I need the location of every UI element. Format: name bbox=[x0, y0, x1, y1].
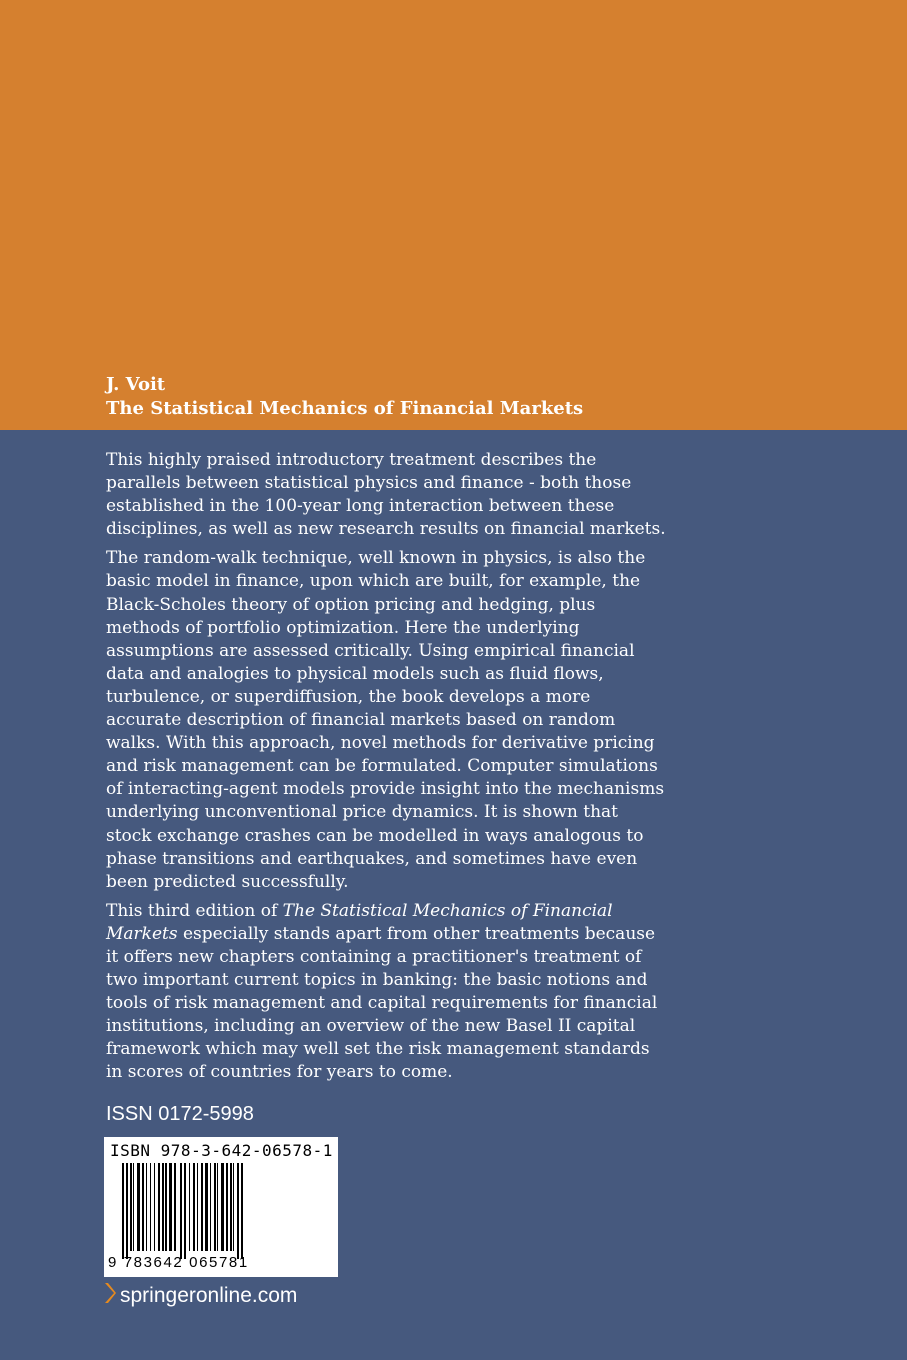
ean-digits: 9 783642 065781 bbox=[108, 1254, 249, 1271]
chevron-right-icon bbox=[104, 1282, 116, 1310]
barcode-bar bbox=[158, 1163, 160, 1251]
blurb-p3-end: especially stands apart from other treatments because it offers new chapters containing a practitioner's treatment of two important current topics in banking: the basic notions and tools of risk management and capital requirements for financial institutions, including an overview of the new Basel II capital framework which may well set the risk management standards in scores of countries for years to come. bbox=[106, 923, 658, 1083]
barcode-bar bbox=[130, 1163, 132, 1251]
barcode-bar bbox=[137, 1163, 140, 1251]
website-text: springeronline.com bbox=[120, 1284, 298, 1307]
barcode-bar bbox=[193, 1163, 195, 1251]
barcode-bar bbox=[197, 1163, 198, 1251]
barcode-bar bbox=[154, 1163, 155, 1251]
barcode-bar bbox=[189, 1163, 190, 1251]
barcode-bar bbox=[133, 1163, 134, 1251]
author-name: J. Voit bbox=[106, 374, 166, 395]
barcode-bar bbox=[210, 1163, 211, 1251]
back-cover-blurb bbox=[106, 449, 666, 1091]
barcode-bar bbox=[146, 1163, 147, 1251]
barcode-bar bbox=[184, 1163, 186, 1259]
barcode-bar bbox=[233, 1163, 234, 1251]
blurb-p3-italic-title: The Statistical Mechanics of Financial Markets bbox=[106, 900, 613, 944]
barcode-box bbox=[104, 1137, 338, 1277]
barcode-bar bbox=[126, 1163, 128, 1259]
blurb-paragraph-3 bbox=[106, 900, 666, 1085]
blurb-paragraph-1: This highly praised introductory treatment describes the parallels between statistical physics and finance - both those established in the 100-year long interaction between these disciplines, as well as new research results on financial markets. bbox=[106, 450, 666, 540]
isbn-text: ISBN 978-3-642-06578-1 bbox=[110, 1141, 333, 1160]
barcode-bar bbox=[201, 1163, 203, 1251]
barcode-bar bbox=[180, 1163, 182, 1259]
website-link[interactable] bbox=[104, 1282, 297, 1310]
barcode-bar bbox=[122, 1163, 124, 1259]
issn-number: ISSN 0172-5998 bbox=[106, 1103, 254, 1125]
barcode-bar bbox=[214, 1163, 216, 1251]
barcode-bar bbox=[237, 1163, 239, 1259]
book-title: The Statistical Mechanics of Financial Markets bbox=[106, 398, 584, 419]
barcode-bar bbox=[217, 1163, 218, 1251]
barcode-bar bbox=[142, 1163, 144, 1251]
barcode-bar bbox=[162, 1163, 164, 1251]
barcode-bar bbox=[230, 1163, 232, 1251]
barcode-bar bbox=[241, 1163, 243, 1259]
blurb-p3-start: This third edition of bbox=[106, 900, 283, 921]
barcode-bar bbox=[221, 1163, 224, 1251]
blurb-paragraph-2: The random-walk technique, well known in physics, is also the basic model in finance, upon which are built, for example, the Black-Scholes theory of option pricing and hedging, plus methods of portfolio optimization. Here the underlying assumptions are assessed critically. Using empirical financial data and analogies to physical models such as fluid flows, turbulence, or superdiffusion, the book develops a more accurate description of financial markets based on random walks. With this approach, novel methods for derivative pricing and risk management can be formulated. Computer simulations of interacting-agent models provide insight into the mechanisms underlying unconventional price dynamics. It is shown that stock exchange crashes can be modelled in ways analogous to phase transitions and earthquakes, and sometimes have even been predicted successfully. bbox=[106, 548, 665, 892]
barcode-bar bbox=[205, 1163, 208, 1251]
barcode-bar bbox=[174, 1163, 176, 1251]
barcode-bar bbox=[169, 1163, 172, 1251]
barcode-bar bbox=[150, 1163, 151, 1251]
barcode-bar bbox=[165, 1163, 167, 1251]
barcode-bar bbox=[226, 1163, 228, 1251]
top-color-band bbox=[0, 0, 907, 430]
